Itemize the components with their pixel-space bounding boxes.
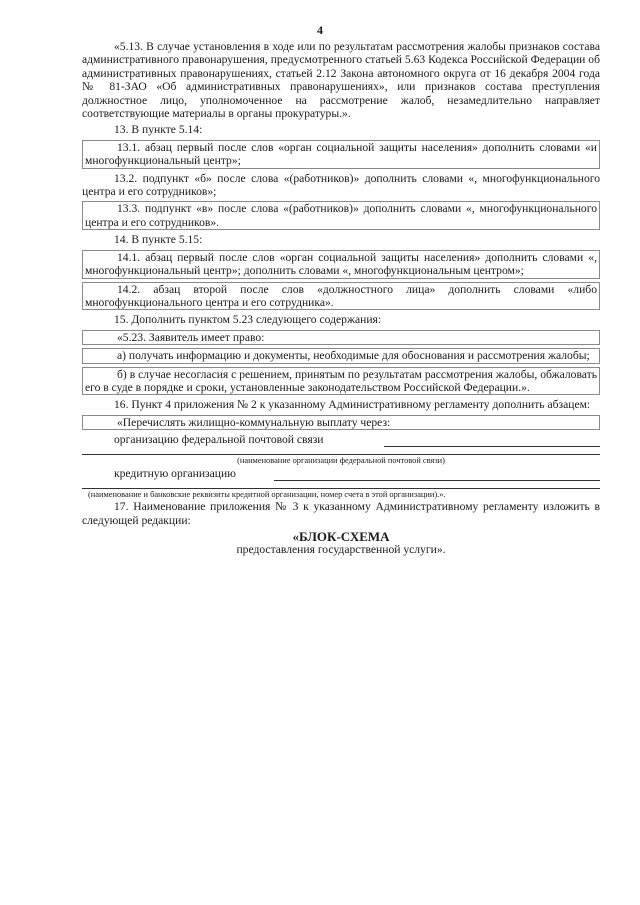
paragraph-5-23-b: б) в случае несогласия с решением, принятым по результатам рассмотрения жалобы, обжаловать его в суде в порядке и сроки, установленные законодательством Российской Федерации.». [82,367,600,396]
paragraph-13-3: 13.3. подпункт «в» после слова «(работников)» дополнить словами «, многофункционального центра и его сотрудников». [82,201,600,230]
paragraph-5-13: «5.13. В случае установления в ходе или по результатам рассмотрения жалобы признаков состава административного правонарушения, предусмотренного статьей 5.63 Кодекса Российской Федерации об административных правонарушениях, статьей 2.12 Закона автономного округа от 16 декабря 2004 года № 81-ЗАО «Об административных правонарушениях», или признаков состава преступления должностное лицо, уполномоченное на рассмотрение жалоб, незамедлительно направляет соответствующие материалы в органы прокуратуры.». [82,40,600,121]
paragraph-13: 13. В пункте 5.14: [114,123,203,137]
paragraph-16: 16. Пункт 4 приложения № 2 к указанному Административному регламенту дополнить абзацем: [114,398,591,412]
postal-organization-label: организацию федеральной почтовой связи [114,433,324,447]
credit-line-row [82,467,600,483]
paragraph-14: 14. В пункте 5.15: [114,233,203,247]
postal-organization-caption: (наименование организации федеральной почтовой связи) [237,456,445,466]
appendix-subtitle: предоставления государственной услуги». [236,543,446,557]
paragraph-5-23-a: а) получать информацию и документы, необходимые для обоснования и рассмотрения жалобы; [82,348,600,363]
paragraph-17: 17. Наименование приложения № 3 к указанному Административному регламенту изложить в следующей редакции: [82,500,600,527]
credit-organization-line-2 [82,488,600,489]
paragraph-14-1: 14.1. абзац первый после слов «орган социальной защиты населения» дополнить словами «, многофункциональный центр»; дополнить словами «, многофункциональным центром»; [82,250,600,279]
postal-line-row [82,433,600,449]
paragraph-13-1: 13.1. абзац первый после слов «орган социальной защиты населения» дополнить словами «и многофункциональный центр»; [82,140,600,169]
paragraph-13-2: 13.2. подпункт «б» после слова «(работников)» дополнить словами «, многофункционального центра и его сотрудников»; [82,171,600,199]
postal-organization-line [384,446,600,447]
paragraph-15: 15. Дополнить пунктом 5.23 следующего содержания: [114,313,382,327]
paragraph-14-2: 14.2. абзац второй после слов «должностного лица» дополнить словами «либо многофункционального центра и его сотрудника». [82,282,600,311]
page-number: 4 [317,23,323,37]
postal-organization-line-2 [82,454,600,455]
paragraph-5-23: «5.23. Заявитель имеет право: [82,330,600,345]
document-body [82,40,600,557]
paragraph-16-quote: «Перечислять жилищно-коммунальную выплату через: [82,415,600,430]
credit-organization-caption: (наименование и банковские реквизиты кредитной организации, номер счета в этой организации).». [88,490,446,500]
credit-organization-line [274,480,600,481]
appendix-title: «БЛОК-СХЕМА [292,528,390,544]
credit-organization-label: кредитную организацию [114,467,236,481]
